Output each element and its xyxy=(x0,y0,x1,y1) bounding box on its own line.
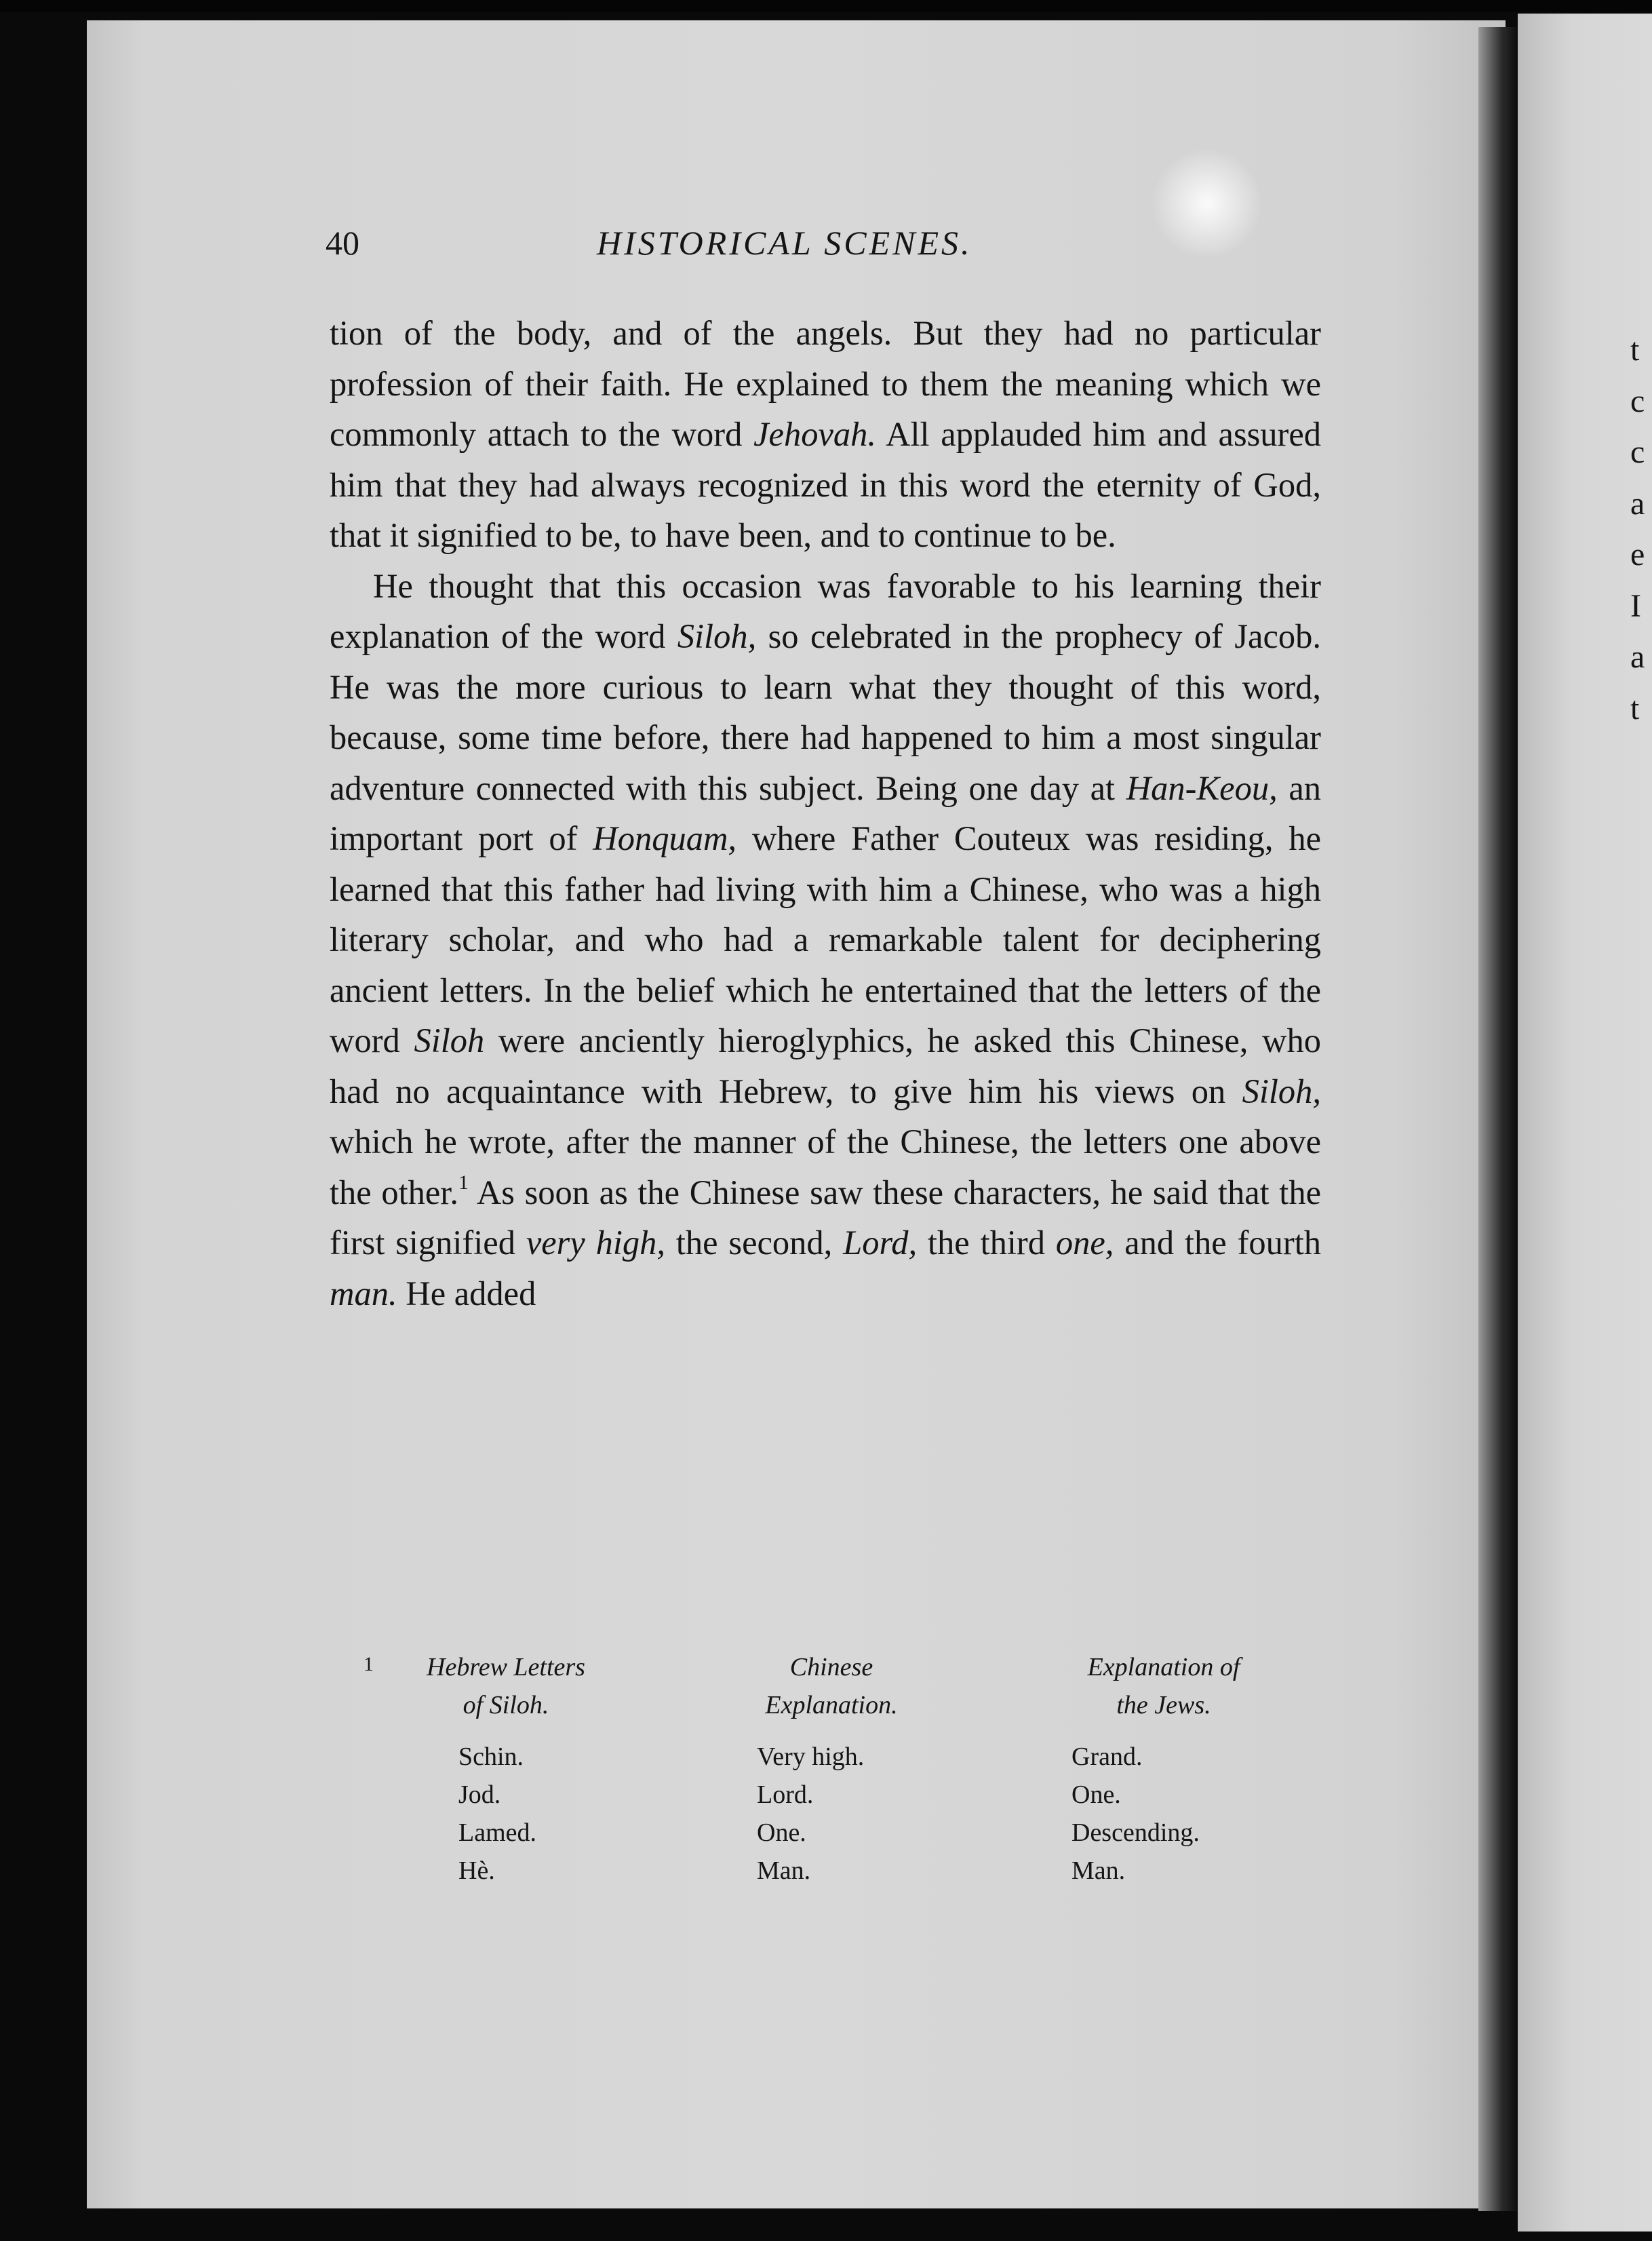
table-cell: Descending. xyxy=(1071,1818,1200,1847)
italic-term: very high, xyxy=(526,1224,665,1262)
paragraph xyxy=(330,561,1321,1319)
italic-term: man. xyxy=(330,1274,397,1312)
table-cell: One. xyxy=(1071,1780,1121,1809)
table-cell: Lamed. xyxy=(458,1818,537,1847)
table-cell: Man. xyxy=(1071,1856,1126,1885)
text-run: the second, xyxy=(665,1224,844,1262)
text-run: were anciently hieroglyphics, he asked this Chinese, who had no acquaintance with Hebrew, to give him his views on xyxy=(330,1021,1321,1110)
text-run: All applauded him and assured him that they had always recognized in this word the eternity of God, that it signified to be, to have been, and to continue to be. xyxy=(330,415,1321,554)
facing-page-text xyxy=(1630,324,1652,734)
page-number: 40 xyxy=(326,224,359,262)
column-heading: Explanation of xyxy=(1087,1653,1240,1681)
text-run: and the fourth xyxy=(1114,1224,1321,1262)
facing-page-fragment: I xyxy=(1630,587,1641,624)
body-text xyxy=(330,308,1321,1319)
facing-page-fragment: c xyxy=(1630,383,1645,419)
text-run: an important port of xyxy=(330,768,1322,857)
footnote-column-chinese xyxy=(716,1648,947,1890)
italic-term: Siloh, xyxy=(677,617,757,655)
column-heading: Hebrew Letters xyxy=(427,1653,585,1681)
text-run: where Father Couteux was residing, he learned that this father had living with him a Chinese, who was a high literary scholar, and who had a remarkable talent for deciphering ancient letters. In the belief which he entertained that the letters of the word xyxy=(330,819,1321,1059)
table-cell: One. xyxy=(757,1818,806,1847)
text-run: He thought that this occasion was favorable to his learning their explanation of the word xyxy=(330,566,1321,655)
facing-page-fragment: e xyxy=(1630,537,1645,572)
text-run: so celebrated in the prophecy of Jacob. He was the more curious to learn what they thought of this word, because, some time before, there had happened to him a most singular adventure connected with this subject. Being one day at xyxy=(330,617,1321,807)
column-heading: of Siloh. xyxy=(463,1691,549,1719)
table-cell: Schin. xyxy=(458,1742,524,1771)
table-cell: Grand. xyxy=(1071,1742,1143,1771)
italic-term: Siloh, xyxy=(1242,1072,1321,1110)
column-heading: Explanation. xyxy=(765,1691,898,1719)
facing-page-fragment: a xyxy=(1630,485,1645,522)
table-cell: Hè. xyxy=(458,1856,495,1885)
column-heading: the Jews. xyxy=(1116,1691,1211,1719)
footnote-marker: 1 xyxy=(363,1653,374,1675)
text-run: which he wrote, after the manner of the Chinese, the letters one above the other. xyxy=(330,1123,1321,1211)
text-run: tion of the body, and of the angels. But they had no particular profession of their faith. He explained to them the meaning which we commonly attach to the word xyxy=(330,314,1321,453)
page-gutter-shadow xyxy=(1478,27,1518,2211)
table-cell: Lord. xyxy=(757,1780,814,1809)
facing-page-fragment: t xyxy=(1630,690,1640,726)
running-head xyxy=(319,216,1322,270)
table-cell: Very high. xyxy=(757,1742,865,1771)
italic-term: one, xyxy=(1055,1224,1114,1262)
column-heading: Chinese xyxy=(789,1653,873,1681)
italic-term: Jehovah. xyxy=(753,415,876,453)
italic-term: Lord, xyxy=(843,1224,918,1262)
table-cell: Jod. xyxy=(458,1780,501,1809)
facing-page-fragment: t xyxy=(1630,332,1640,368)
footnote-reference: 1 xyxy=(458,1171,469,1194)
text-run: As soon as the Chinese saw these characters, he said that the first signified xyxy=(330,1173,1321,1262)
paragraph xyxy=(330,308,1321,561)
scan-border xyxy=(0,0,1652,12)
facing-page-fragment: c xyxy=(1630,434,1645,470)
facing-page-fragment: a xyxy=(1630,639,1645,675)
text-run: the third xyxy=(917,1224,1056,1262)
running-title: HISTORICAL SCENES. xyxy=(597,224,972,262)
footnote-column-jews xyxy=(1028,1648,1299,1890)
italic-term: Honquam, xyxy=(593,819,737,857)
table-cell: Man. xyxy=(757,1856,811,1885)
italic-term: Siloh xyxy=(414,1021,485,1059)
text-run: He added xyxy=(397,1274,536,1312)
footnote-column-hebrew xyxy=(391,1648,621,1890)
italic-term: Han-Keou, xyxy=(1126,768,1278,807)
